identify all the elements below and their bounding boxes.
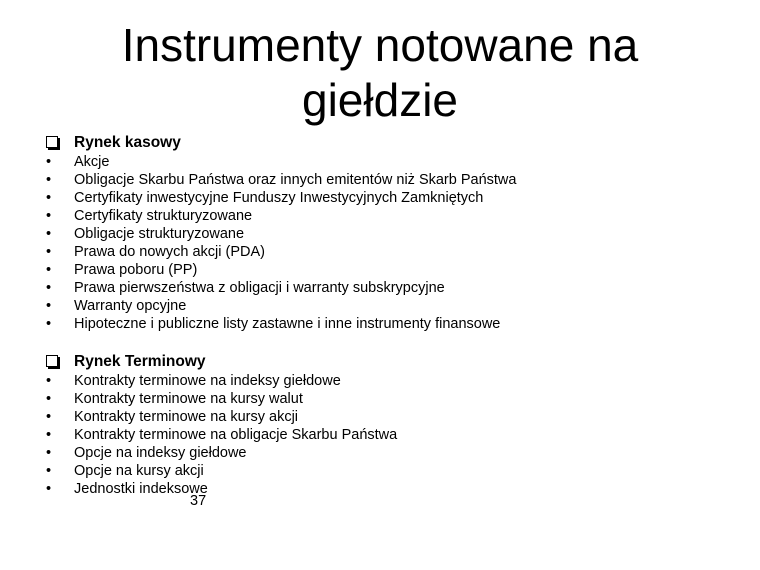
list-item: • Prawa poboru (PP) (46, 262, 198, 278)
list-item: • Kontrakty terminowe na kursy walut (46, 391, 303, 407)
checkbox-bullet-icon (46, 136, 58, 148)
bullet-icon: • (46, 208, 52, 224)
page-number: 37 (190, 493, 207, 509)
bullet-icon: • (46, 373, 52, 389)
list-item: • Kontrakty terminowe na kursy akcji (46, 409, 299, 425)
list-item: • Opcje na indeksy giełdowe (46, 445, 247, 461)
bullet-icon: • (46, 262, 52, 278)
bullet-icon: • (46, 190, 52, 206)
list-item: • Obligacje strukturyzowane (46, 226, 245, 242)
checkbox-bullet-icon (46, 355, 58, 367)
bullet-icon: • (46, 244, 52, 260)
list-item: • Akcje (46, 154, 110, 170)
section-heading-rynek-terminowy: Rynek Terminowy (46, 352, 726, 372)
section-gap (46, 333, 726, 352)
bullet-icon: • (46, 172, 52, 188)
bullet-icon: • (46, 154, 52, 170)
list-item: • Prawa pierwszeństwa z obligacji i warranty subskrypcyjne (46, 280, 445, 296)
bullet-icon: • (46, 481, 52, 497)
section-heading-rynek-kasowy: Rynek kasowy (46, 133, 726, 153)
bullet-icon: • (46, 298, 52, 314)
bullet-icon: • (46, 409, 52, 425)
bullet-icon: • (46, 280, 52, 296)
list-item: • Obligacje Skarbu Państwa oraz innych emitentów niż Skarb Państwa (46, 172, 517, 188)
list-item: • Prawa do nowych akcji (PDA) (46, 244, 265, 260)
bullet-icon: • (46, 316, 52, 332)
list-item: • Kontrakty terminowe na indeksy giełdowe (46, 373, 341, 389)
list-item: • Opcje na kursy akcji (46, 463, 204, 479)
list-item: • Warranty opcyjne (46, 298, 187, 314)
list-item: • Certyfikaty inwestycyjne Funduszy Inwestycyjnych Zamkniętych (46, 190, 484, 206)
bullet-icon: • (46, 445, 52, 461)
bullet-icon: • (46, 391, 52, 407)
bullet-icon: • (46, 463, 52, 479)
slide-title: Instrumenty notowane na giełdzie (121, 19, 639, 126)
bullet-icon: • (46, 427, 52, 443)
list-item: • Certyfikaty strukturyzowane (46, 208, 253, 224)
list-item: • Jednostki indeksowe (46, 481, 208, 497)
slide-content (46, 133, 726, 498)
list-item: • Kontrakty terminowe na obligacje Skarbu Państwa (46, 427, 398, 443)
list-item: • Hipoteczne i publiczne listy zastawne i inne instrumenty finansowe (46, 316, 501, 332)
bullet-icon: • (46, 226, 52, 242)
